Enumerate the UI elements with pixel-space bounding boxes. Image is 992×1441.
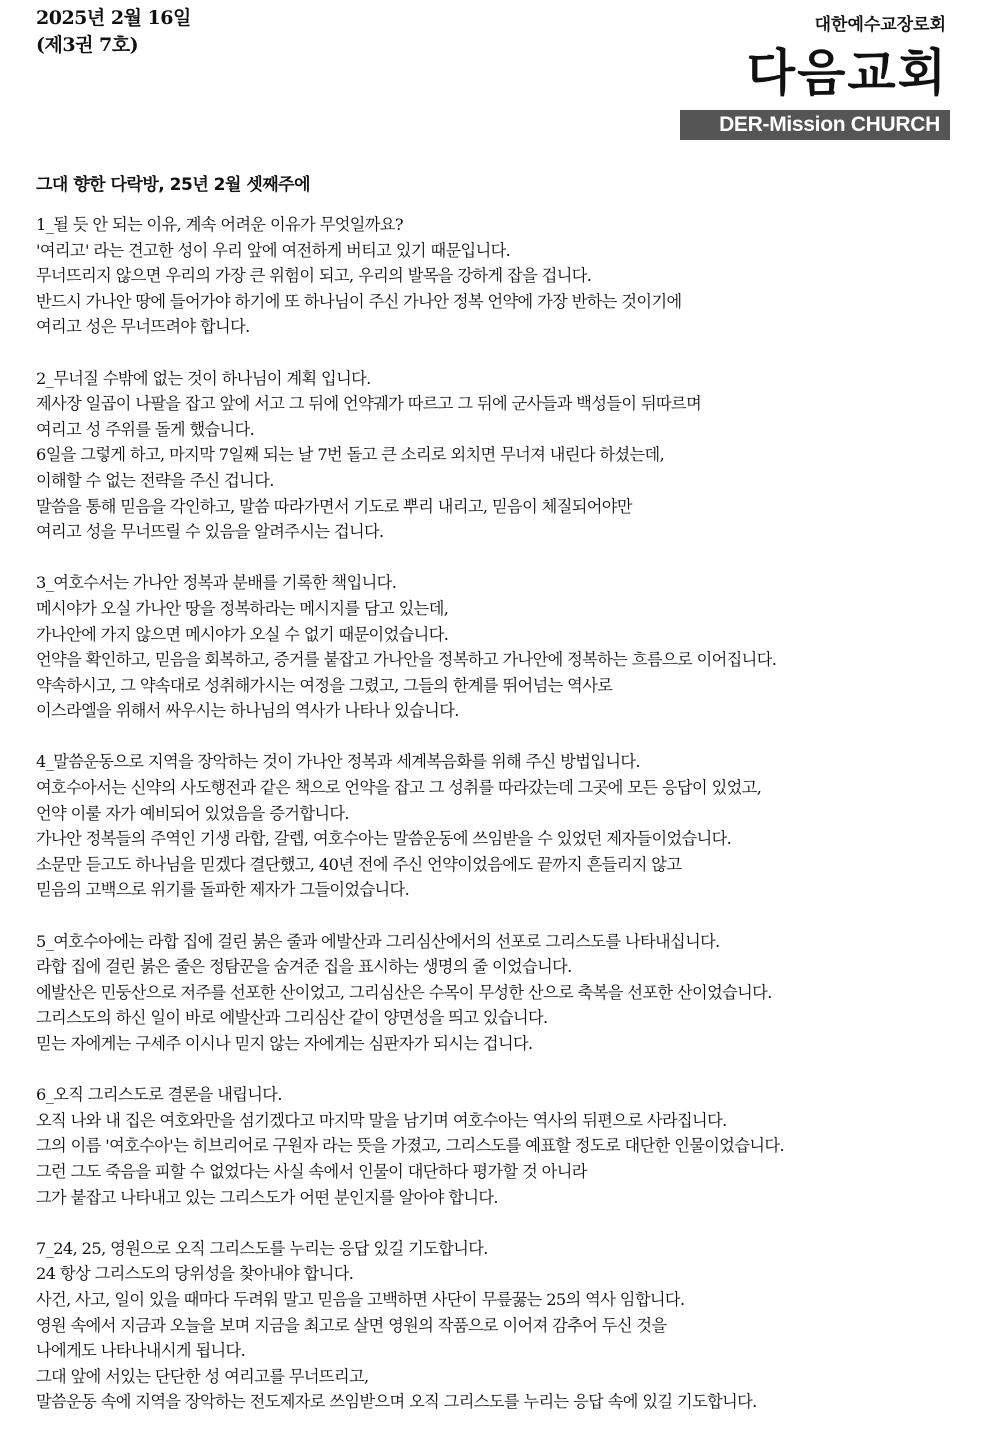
body-line: 반드시 가나안 땅에 들어가야 하기에 또 하나님이 주신 가나안 정복 언약에 가장 반하는 것이기에 bbox=[36, 291, 682, 311]
body-line: 여리고 성은 무너뜨려야 합니다. bbox=[36, 317, 250, 337]
body-section-3 bbox=[36, 570, 956, 724]
body-section-1 bbox=[36, 212, 956, 340]
section-heading-line: 2_무너질 수밖에 없는 것이 하나님이 계획 입니다. bbox=[36, 368, 371, 388]
body-line: 그런 그도 죽음을 피할 수 없었다는 사실 속에서 인물이 대단하다 평가할 것 아니라 bbox=[36, 1161, 587, 1181]
body-line: 그대 앞에 서있는 단단한 성 여리고를 무너뜨리고, bbox=[36, 1366, 369, 1386]
body-line: 오직 나와 내 집은 여호와만을 섬기겠다고 마지막 말을 남기며 여호수아는 역사의 뒤편으로 사라집니다. bbox=[36, 1110, 727, 1130]
body-line: 말씀을 통해 믿음을 각인하고, 말씀 따라가면서 기도로 뿌리 내리고, 믿음이 체질되어야만 bbox=[36, 496, 632, 516]
section-heading-line: 1_될 듯 안 되는 이유, 계속 어려운 이유가 무엇일까요? bbox=[36, 215, 403, 234]
body-line: 6일을 그렇게 하고, 마지막 7일째 되는 날 7번 돌고 큰 소리로 외치면 무너져 내린다 하셨는데, bbox=[36, 445, 665, 465]
body-line: 믿음의 고백으로 위기를 돌파한 제자가 그들이었습니다. bbox=[36, 880, 410, 900]
body-line: 제사장 일곱이 나팔을 잡고 앞에 서고 그 뒤에 언약궤가 따르고 그 뒤에 군사들과 백성들이 뒤따르며 bbox=[36, 394, 702, 414]
church-name: 다음교회 bbox=[746, 44, 948, 102]
body-line: 말씀운동 속에 지역을 장악하는 전도제자로 쓰임받으며 오직 그리스도를 누리는 응답 속에 있길 기도합니다. bbox=[36, 1392, 757, 1412]
issue-volume: (제3권 7호) bbox=[36, 34, 139, 56]
section-heading-line: 4_말씀운동으로 지역을 장악하는 것이 가나안 정복과 세계복음화를 위해 주신 방법입니다. bbox=[36, 752, 640, 772]
body-line: '여리고' 라는 견고한 성이 우리 앞에 여전하게 버티고 있기 때문입니다. bbox=[36, 240, 511, 260]
body-section-6 bbox=[36, 1082, 956, 1210]
section-heading-line: 7_24, 25, 영원으로 오직 그리스도를 누리는 응답 있길 기도합니다. bbox=[36, 1238, 488, 1258]
body-line: 언약 이룰 자가 예비되어 있었음을 증거합니다. bbox=[36, 803, 349, 823]
body-line: 믿는 자에게는 구세주 이시나 믿지 않는 자에게는 심판자가 되시는 겁니다. bbox=[36, 1034, 533, 1053]
church-name-english-banner: DER-Mission CHURCH bbox=[680, 110, 950, 140]
body-line: 가나안에 가지 않으면 메시야가 오실 수 없기 때문이었습니다. bbox=[36, 624, 449, 644]
body-line: 이스라엘을 위해서 싸우시는 하나님의 역사가 나타나 있습니다. bbox=[36, 701, 459, 721]
body-line: 그가 붙잡고 나타내고 있는 그리스도가 어떤 분인지를 알아야 합니다. bbox=[36, 1187, 498, 1207]
body-line: 약속하시고, 그 약속대로 성취해가시는 여정을 그렸고, 그들의 한계를 뛰어넘는 역사로 bbox=[36, 675, 613, 695]
body-line: 그의 이름 '여호수아'는 히브리어로 구원자 라는 뜻을 가졌고, 그리스도를 예표할 정도로 대단한 인물이었습니다. bbox=[36, 1136, 785, 1156]
body-line: 여리고 성 주위를 돌게 했습니다. bbox=[36, 419, 255, 439]
body-line: 이해할 수 없는 전략을 주신 겁니다. bbox=[36, 470, 274, 490]
body-line: 여호수아서는 신약의 사도행전과 같은 책으로 언약을 잡고 그 성취를 따라갔는데 그곳에 모든 응답이 있었고, bbox=[36, 778, 762, 798]
masthead bbox=[680, 14, 950, 140]
section-heading-line: 5_여호수아에는 라합 집에 걸린 붉은 줄과 에발산과 그리심산에서의 선포로 그리스도를 나타내십니다. bbox=[36, 931, 720, 951]
body-line: 라합 집에 걸린 붉은 줄은 정탐꾼을 숨겨준 집을 표시하는 생명의 줄 이었습니다. bbox=[36, 957, 572, 977]
body-line: 그리스도의 하신 일이 바로 에발산과 그리심산 같이 양면성을 띄고 있습니다. bbox=[36, 1008, 548, 1028]
section-heading-line: 3_여호수서는 가나안 정복과 분배를 기록한 책입니다. bbox=[36, 573, 397, 593]
body-section-7 bbox=[36, 1236, 956, 1415]
body-line: 무너뜨리지 않으면 우리의 가장 큰 위험이 되고, 우리의 발목을 강하게 잡을 겁니다. bbox=[36, 266, 592, 286]
body-line: 메시야가 오실 가나안 땅을 정복하라는 메시지를 담고 있는데, bbox=[36, 598, 449, 618]
body-line: 나에게도 나타나내시게 됩니다. bbox=[36, 1341, 246, 1361]
body-line: 24 항상 그리스도의 당위성을 찾아내야 합니다. bbox=[36, 1264, 354, 1284]
body-section-2 bbox=[36, 366, 956, 545]
column-body bbox=[36, 212, 956, 1441]
body-section-5 bbox=[36, 929, 956, 1057]
issue-info bbox=[36, 5, 191, 59]
denomination-label: 대한예수교장로회 bbox=[814, 15, 946, 35]
body-line: 가나안 정복들의 주역인 기생 라합, 갈렙, 여호수아는 말씀운동에 쓰임받을 수 있었던 제자들이었습니다. bbox=[36, 829, 732, 849]
column-title: 그대 향한 다락방, 25년 2월 셋째주에 bbox=[36, 175, 311, 195]
body-line: 에발산은 민둥산으로 저주를 선포한 산이었고, 그리심산은 수목이 무성한 산으로 축복을 선포한 산이었습니다. bbox=[36, 982, 772, 1002]
issue-date: 2025년 2월 16일 bbox=[36, 7, 191, 29]
body-line: 사건, 사고, 일이 있을 때마다 두려워 말고 믿음을 고백하면 사단이 무릎꿇는 25의 역사 임합니다. bbox=[36, 1289, 685, 1309]
body-line: 소문만 듣고도 하나님을 믿겠다 결단했고, 40년 전에 주신 언약이었음에도 끝까지 흔들리지 않고 bbox=[36, 854, 682, 874]
body-section-4 bbox=[36, 749, 956, 903]
body-line: 여리고 성을 무너뜨릴 수 있음을 알려주시는 겁니다. bbox=[36, 522, 384, 542]
section-heading-line: 6_오직 그리스도로 결론을 내립니다. bbox=[36, 1085, 282, 1105]
body-line: 언약을 확인하고, 믿음을 회복하고, 증거를 붙잡고 가나안을 정복하고 가나안에 정복하는 흐름으로 이어집니다. bbox=[36, 650, 777, 670]
body-line: 영원 속에서 지금과 오늘을 보며 지금을 최고로 살면 영원의 작품으로 이어져 감추어 두신 것을 bbox=[36, 1315, 667, 1335]
